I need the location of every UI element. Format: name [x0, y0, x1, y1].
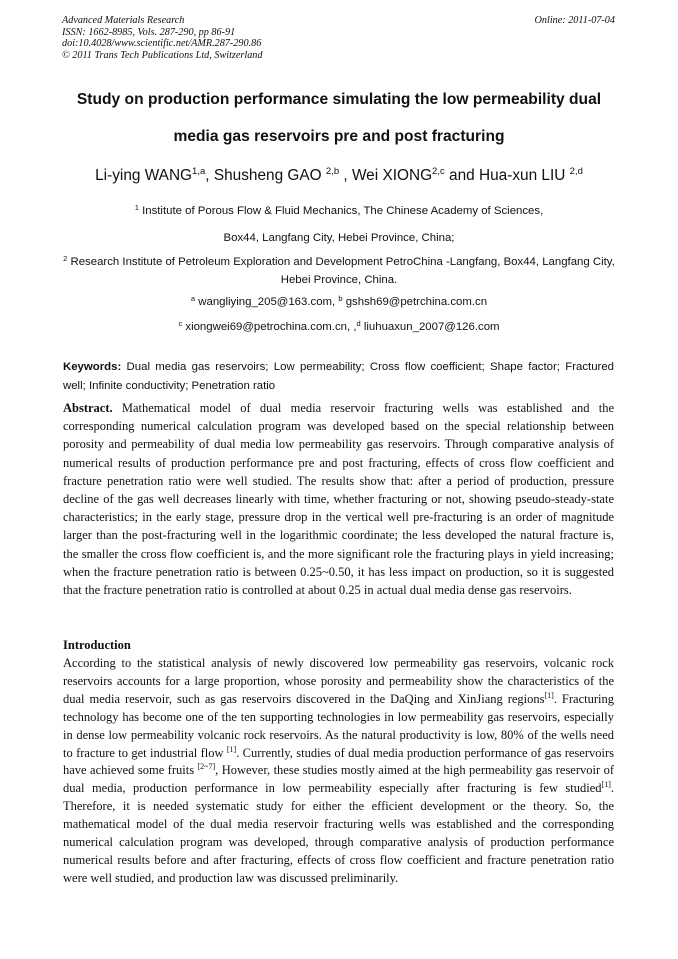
email-link[interactable]: wangliying_205@163.com, [195, 296, 339, 308]
author-list [40, 167, 638, 185]
email-sup: c [178, 319, 183, 328]
affiliation-sup: 2 [63, 254, 68, 263]
paper-title-line-1: Study on production performance simulating the low permeability dual [76, 91, 602, 108]
email-sup: d [356, 319, 361, 328]
email-sup: b [338, 294, 343, 303]
issn-line: ISSN: 1662-8985, Vols. 287-290, pp 86-91 [62, 26, 236, 38]
affiliation-text: Box44, Langfang City, Hebei Province, China; [223, 232, 455, 244]
author-name: Shusheng GAO [213, 167, 326, 184]
affiliation-text: Institute of Porous Flow & Fluid Mechanics, The Chinese Academy of Sciences, [138, 205, 544, 217]
keywords-section [63, 358, 614, 395]
email-line-1 [60, 293, 618, 311]
abstract-label: Abstract. [63, 401, 113, 415]
email-link[interactable]: gshsh69@petrchina.com.cn [342, 296, 488, 308]
citation-ref[interactable]: [2~7] [197, 762, 216, 772]
author-separator: , [205, 167, 214, 184]
author-affiliation-sup: 2,d [569, 166, 583, 177]
introduction-heading: Introduction [63, 638, 131, 652]
keywords-text: Dual media gas reservoirs; Low permeability; Cross flow coefficient; Shape factor; Fractured well; Infinite conductivity; Penetration ratio [63, 361, 614, 392]
copyright-line: © 2011 Trans Tech Publications Ltd, Switzerland [62, 49, 263, 61]
author-name: Wei XIONG [351, 167, 433, 184]
introduction-body [63, 655, 614, 888]
author-affiliation-sup: 2,b [325, 166, 340, 177]
citation-ref[interactable]: [1] [226, 744, 237, 754]
email-sup: a [190, 294, 196, 303]
paper-title-line-2: media gas reservoirs pre and post fracturing [173, 128, 505, 145]
doi-line: doi:10.4028/www.scientific.net/AMR.287-290.86 [62, 38, 262, 49]
author-name: Li-ying WANG [95, 167, 193, 184]
citation-ref[interactable]: [1] [544, 690, 554, 700]
author-affiliation-sup: 2,c [432, 166, 445, 177]
intro-text: . Fracturing technology has become one of the ten supporting technologies in low permeability gas reservoirs, especially in dense low permeability volcanic rock reservoirs. As the natural productivity is low, 80% of the wells need to fracture to get industrial flow [63, 691, 614, 760]
abstract-section [63, 399, 614, 599]
intro-text: . Currently, studies of dual media production performance of gas reservoirs have achieved some fruits [63, 745, 614, 778]
author-separator: , [339, 167, 352, 184]
author-separator: and [444, 167, 479, 184]
abstract-text: Mathematical model of dual media reservoir fracturing wells was established and the corresponding numerical calculation program was developed based on the special relationship between porosity and permeability of dual media low permeability gas reservoirs. Through comparative analysis of numerical results of production performance pre and post fracturing, effects of cross flow coefficient and fracture penetration ratio were well studied. The results show that: after a period of production, pressure decline of the gas well decreases linearly with time, whether fracturing or not, showing pseudo-steady-state characteristics; in the early stage, pressure drop in the vertical well pre-fracturing is an order of magnitude larger than the post-fracturing well in the logarithmic coordinate; the less developed the natural fracture is, the smaller the cross flow coefficient is, and the more significant role the fracturing plays in yield increasing; when the fracture penetration ratio is between 0.25~0.50, it has less impact on production, so it is suggested that the fracture penetration ratio is controlled at about 0.25 in actual dual media dense gas reservoirs. [63, 401, 614, 598]
intro-text: , However, these studies mostly aimed at the high permeability gas reservoir of dual media, production performance in low permeability especially after fracturing is few studied [63, 763, 614, 796]
keywords-label: Keywords: [63, 361, 122, 373]
online-date: Online: 2011-07-04 [534, 15, 615, 26]
affiliation-2 [60, 253, 618, 289]
email-line-2 [60, 318, 618, 336]
intro-text: . Therefore, it is needed systematic study for either the efficient development or the theory. So, the mathematical model of the dual media reservoir fracturing wells was established and the corresponding numerical calculation program was developed, through comparative analysis of production performance numerical results before and after fracturing, effects of cross flow coefficient and fracture penetration ratio were well studied, and production law was discussed preliminarily. [63, 781, 614, 885]
affiliation-sup: 1 [134, 203, 139, 212]
journal-name: Advanced Materials Research [62, 15, 185, 26]
citation-ref[interactable]: [1] [601, 780, 611, 790]
journal-header [62, 15, 262, 61]
intro-text: According to the statistical analysis of newly discovered low permeability gas reservoirs, volcanic rock reservoirs accounts for a large proportion, whose porosity and permeability show the characteristics of the dual media reservoir, such as gas reservoirs discovered in the DaQing and XinJiang regions [63, 656, 614, 706]
author-name: Hua-xun LIU [478, 167, 570, 184]
email-link[interactable]: liuhuaxun_2007@126.com [360, 321, 500, 333]
affiliation-text: Research Institute of Petroleum Exploration and Development PetroChina -Langfang, Box44, Langfang City, Hebei Province, China. [67, 256, 615, 286]
author-affiliation-sup: 1,a [192, 166, 206, 177]
email-link[interactable]: xiongwei69@petrochina.com.cn, , [182, 321, 357, 333]
affiliation-1 [60, 202, 618, 247]
